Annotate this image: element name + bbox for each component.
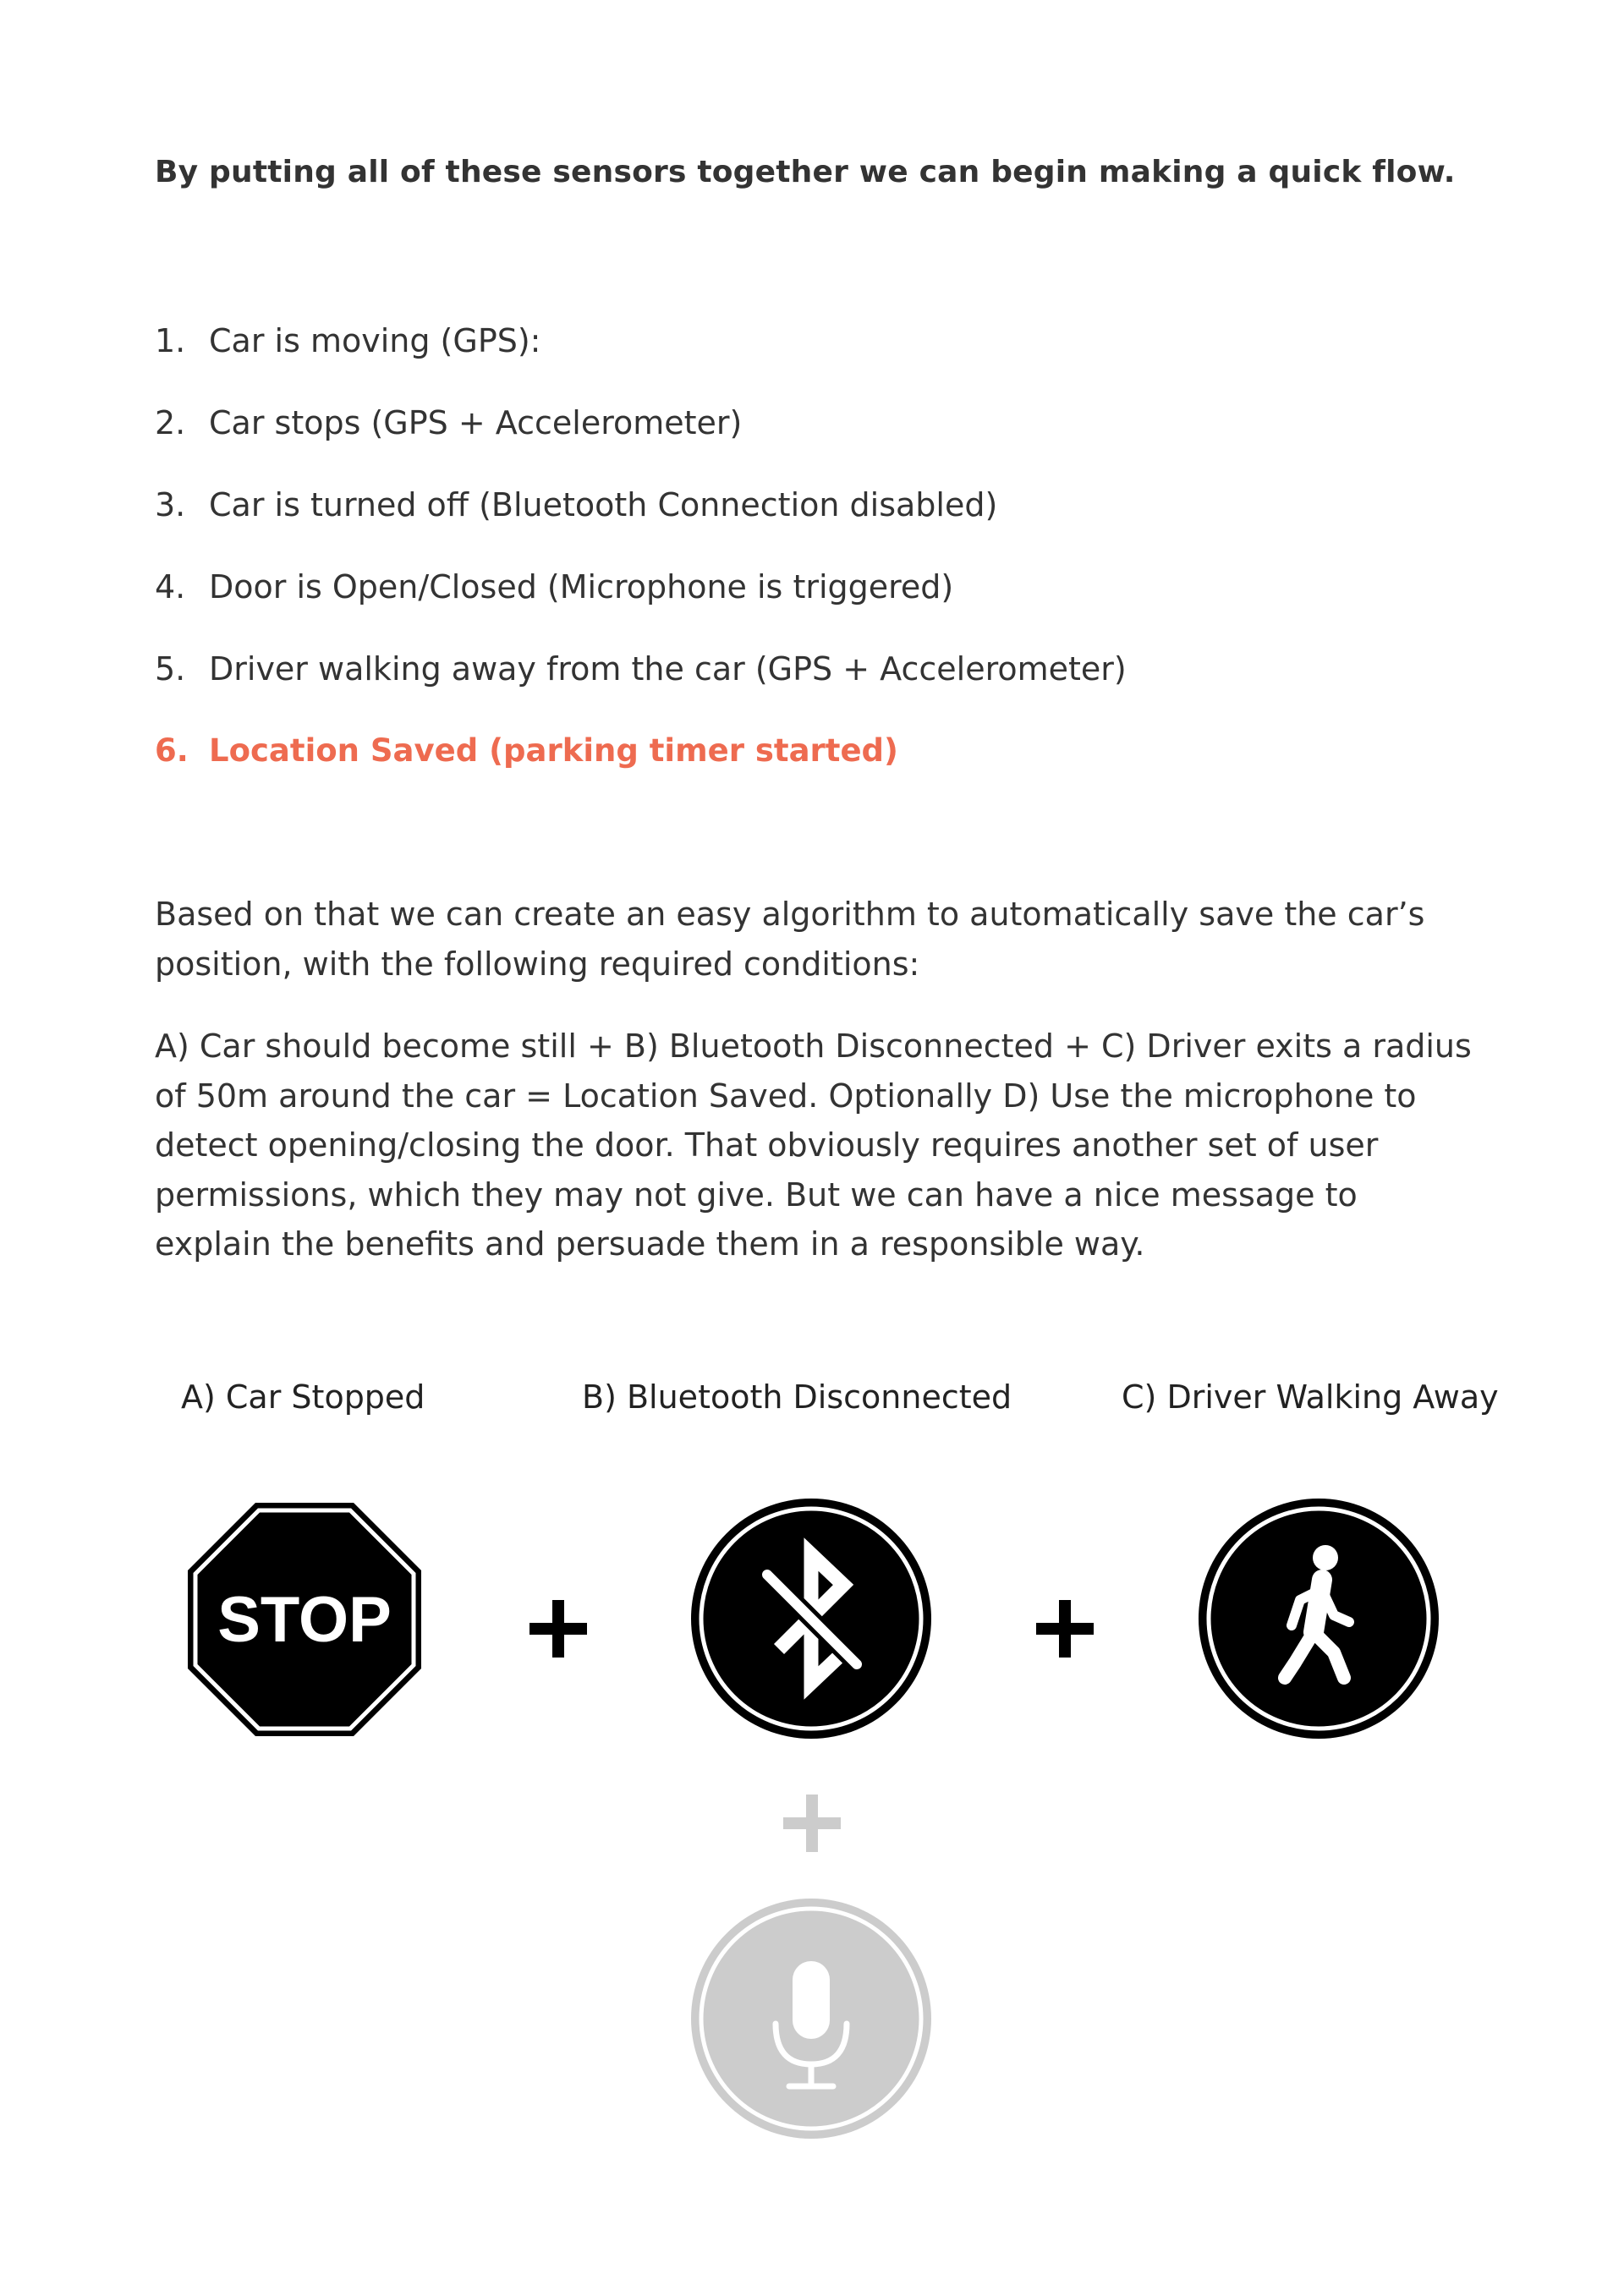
step-number: 2. xyxy=(155,404,186,441)
step-text: Driver walking away from the car (GPS + Accelerometer) xyxy=(209,650,1127,688)
step-number: 3. xyxy=(155,486,186,523)
plus-icon xyxy=(1033,1597,1097,1661)
step-text: Door is Open/Closed (Microphone is triggered) xyxy=(209,568,954,606)
list-item xyxy=(155,641,1127,723)
step-text: Location Saved (parking timer started) xyxy=(209,732,898,769)
step-number: 4. xyxy=(155,568,186,606)
list-item xyxy=(155,395,1127,477)
step-number: 6. xyxy=(155,732,189,769)
caption-bluetooth-disconnected: B) Bluetooth Disconnected xyxy=(582,1378,1012,1416)
step-number: 5. xyxy=(155,650,186,688)
step-number: 1. xyxy=(155,322,186,359)
bluetooth-disabled-icon xyxy=(691,1499,931,1739)
list-item-highlighted xyxy=(155,723,1127,805)
plus-icon xyxy=(526,1597,590,1661)
caption-car-stopped: A) Car Stopped xyxy=(181,1378,425,1416)
list-item xyxy=(155,313,1127,395)
step-text: Car is turned off (Bluetooth Connection disabled) xyxy=(209,486,998,523)
step-text: Car stops (GPS + Accelerometer) xyxy=(209,404,743,441)
flow-steps-list xyxy=(155,313,1127,805)
walking-person-icon xyxy=(1199,1499,1439,1739)
paragraph-conditions: A) Car should become still + B) Bluetooth Disconnected + C) Driver exits a radius of 50m around the car = Location Saved. Optionally D) Use the microphone to detect opening/closing the door. That obviously requires another set of user permissions, which they may not give. But we can have a nice message to explain the benefits and persuade them in a responsible way. xyxy=(155,1027,1472,1263)
step-text: Car is moving (GPS): xyxy=(209,322,541,359)
plus-icon xyxy=(780,1791,844,1855)
stop-sign-icon xyxy=(188,1503,421,1736)
intro-text: By putting all of these sensors together we can begin making a quick flow. xyxy=(155,155,1456,189)
list-item xyxy=(155,477,1127,559)
stop-sign-label: STOP xyxy=(217,1584,392,1656)
paragraph-algorithm-intro: Based on that we can create an easy algorithm to automatically save the car’s position, with the following required conditions: xyxy=(155,896,1425,983)
list-item xyxy=(155,559,1127,641)
caption-driver-walking-away: C) Driver Walking Away xyxy=(1122,1378,1499,1416)
microphone-icon xyxy=(691,1899,931,2139)
